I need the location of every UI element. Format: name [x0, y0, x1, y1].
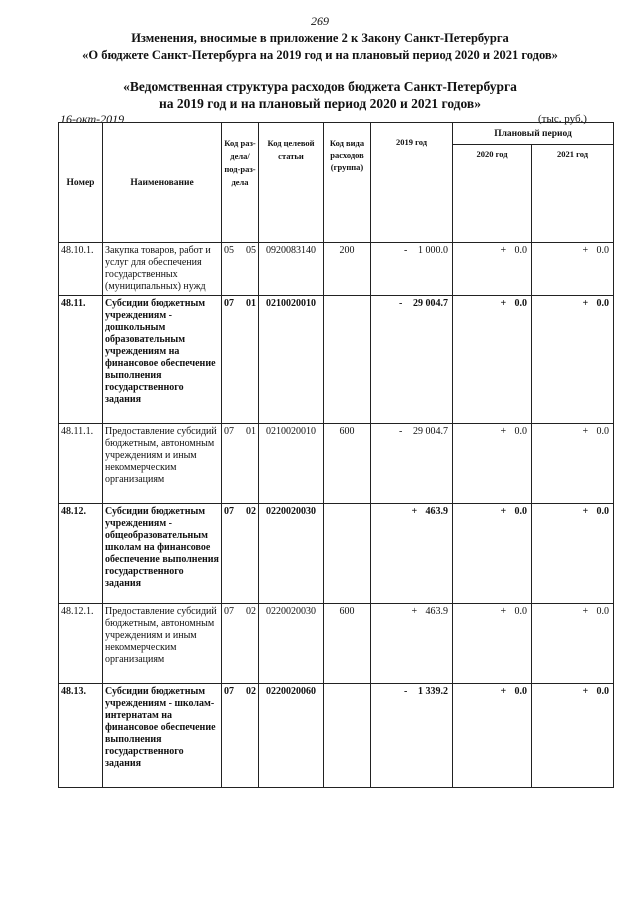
- amount-2021: 0.0: [596, 506, 609, 517]
- sign-2019: +: [411, 506, 418, 517]
- row-subsection: 05: [246, 245, 256, 256]
- document-title: [20, 30, 620, 64]
- sign-2019: -: [399, 426, 403, 437]
- amount-2021: 0.0: [596, 298, 609, 309]
- table-row: [59, 424, 614, 504]
- sign-2020: +: [500, 686, 507, 697]
- row-target-code: 0220020030: [259, 504, 324, 604]
- row-section: 07: [224, 298, 234, 309]
- table-row: [59, 243, 614, 296]
- amount-2020: 0.0: [514, 506, 527, 517]
- row-value-2021: [532, 604, 614, 684]
- row-number: 48.12.1.: [59, 604, 103, 684]
- row-section: 07: [224, 506, 234, 517]
- amount-2019: 463.9: [425, 606, 448, 617]
- amount-2020: 0.0: [514, 245, 527, 256]
- title-line-1: Изменения, вносимые в приложение 2 к Закону Санкт-Петербурга: [131, 31, 509, 45]
- units-label: (тыс. руб.): [538, 113, 587, 125]
- expenditure-table: [58, 122, 614, 788]
- row-value-2020: [453, 296, 532, 424]
- sign-2020: +: [500, 506, 507, 517]
- sign-2020: +: [500, 606, 507, 617]
- row-target-code: 0220020030: [259, 604, 324, 684]
- table-body: [59, 243, 614, 788]
- row-number: 48.11.1.: [59, 424, 103, 504]
- row-section: 07: [224, 426, 234, 437]
- row-kind-code: 600: [324, 604, 371, 684]
- sign-2021: +: [582, 606, 589, 617]
- sign-2019: -: [399, 298, 403, 309]
- sign-2021: +: [582, 426, 589, 437]
- header-kind: Код вида расходов (группа): [324, 123, 371, 243]
- sign-2019: -: [404, 245, 408, 256]
- sign-2021: +: [582, 245, 589, 256]
- amount-2019: 1 339.2: [418, 686, 448, 697]
- subtitle-line-2: на 2019 год и на плановый период 2020 и 2021 годов»: [159, 96, 481, 111]
- header-name: Наименование: [103, 123, 222, 243]
- amount-2021: 0.0: [596, 245, 609, 256]
- row-value-2019: [371, 424, 453, 504]
- header-2020: 2020 год: [453, 145, 532, 243]
- amount-2019: 1 000.0: [418, 245, 448, 256]
- row-number: 48.13.: [59, 684, 103, 788]
- subtitle-line-1: «Ведомственная структура расходов бюджета Санкт-Петербурга: [123, 79, 517, 94]
- row-section: 07: [224, 606, 234, 617]
- title-line-2: «О бюджете Санкт-Петербурга на 2019 год и на плановый период 2020 и 2021 годов»: [82, 48, 558, 62]
- row-value-2019: [371, 684, 453, 788]
- row-kind-code: [324, 684, 371, 788]
- row-section: 07: [224, 686, 234, 697]
- row-section: 05: [224, 245, 234, 256]
- row-kind-code: [324, 296, 371, 424]
- sign-2021: +: [582, 298, 589, 309]
- row-target-code: 0920083140: [259, 243, 324, 296]
- row-value-2020: [453, 243, 532, 296]
- row-kind-code: 200: [324, 243, 371, 296]
- row-kind-code: 600: [324, 424, 371, 504]
- row-section-code: [222, 684, 259, 788]
- sign-2020: +: [500, 245, 507, 256]
- sign-2021: +: [582, 506, 589, 517]
- row-name: Предоставление субсидий бюджетным, автономным учреждениям и иным некоммерческим организациям: [103, 424, 222, 504]
- row-value-2020: [453, 604, 532, 684]
- row-section-code: [222, 424, 259, 504]
- sign-2021: +: [582, 686, 589, 697]
- row-value-2021: [532, 684, 614, 788]
- row-section-code: [222, 604, 259, 684]
- row-value-2019: [371, 504, 453, 604]
- amount-2021: 0.0: [596, 686, 609, 697]
- header-section: Код раз-дела/ под-раз-дела: [222, 123, 259, 243]
- row-value-2020: [453, 504, 532, 604]
- sign-2020: +: [500, 426, 507, 437]
- row-number: 48.12.: [59, 504, 103, 604]
- row-value-2019: [371, 296, 453, 424]
- header-2021: 2021 год: [532, 145, 614, 243]
- row-section-code: [222, 504, 259, 604]
- table-row: [59, 504, 614, 604]
- amount-2020: 0.0: [514, 606, 527, 617]
- header-number: Номер: [59, 123, 103, 243]
- header-planned-period: Плановый период: [453, 123, 614, 145]
- sign-2019: +: [411, 606, 418, 617]
- row-value-2021: [532, 296, 614, 424]
- row-section-code: [222, 243, 259, 296]
- row-target-code: 0210020010: [259, 296, 324, 424]
- table-row: [59, 296, 614, 424]
- page-number: 269: [311, 14, 329, 28]
- row-name: Субсидии бюджетным учреждениям - школам-интернатам на финансовое обеспечение выполнения государственного задания: [103, 684, 222, 788]
- row-target-code: 0220020060: [259, 684, 324, 788]
- row-subsection: 01: [246, 426, 256, 437]
- row-section-code: [222, 296, 259, 424]
- table-row: [59, 604, 614, 684]
- row-value-2019: [371, 243, 453, 296]
- row-subsection: 02: [246, 506, 256, 517]
- table-header: [59, 123, 614, 243]
- amount-2019: 29 004.7: [413, 426, 448, 437]
- sign-2020: +: [500, 298, 507, 309]
- row-target-code: 0210020010: [259, 424, 324, 504]
- header-2019: 2019 год: [371, 123, 453, 243]
- header-target: Код целевой статьи: [259, 123, 324, 243]
- amount-2019: 463.9: [425, 506, 448, 517]
- row-name: Закупка товаров, работ и услуг для обеспечения государственных (муниципальных) нужд: [103, 243, 222, 296]
- row-value-2020: [453, 684, 532, 788]
- row-number: 48.10.1.: [59, 243, 103, 296]
- row-value-2020: [453, 424, 532, 504]
- amount-2020: 0.0: [514, 686, 527, 697]
- amount-2020: 0.0: [514, 298, 527, 309]
- row-kind-code: [324, 504, 371, 604]
- row-subsection: 02: [246, 686, 256, 697]
- row-value-2021: [532, 424, 614, 504]
- row-value-2019: [371, 604, 453, 684]
- table-row: [59, 684, 614, 788]
- amount-2019: 29 004.7: [413, 298, 448, 309]
- row-value-2021: [532, 504, 614, 604]
- amount-2021: 0.0: [596, 426, 609, 437]
- amount-2020: 0.0: [514, 426, 527, 437]
- row-value-2021: [532, 243, 614, 296]
- row-subsection: 02: [246, 606, 256, 617]
- row-name: Субсидии бюджетным учреждениям - общеобразовательным школам на финансовое обеспечение выполнения государственного задания: [103, 504, 222, 604]
- amount-2021: 0.0: [596, 606, 609, 617]
- row-subsection: 01: [246, 298, 256, 309]
- sign-2019: -: [404, 686, 408, 697]
- row-name: Предоставление субсидий бюджетным, автономным учреждениям и иным некоммерческим организациям: [103, 604, 222, 684]
- document-date: 16-окт-2019: [60, 112, 125, 126]
- row-number: 48.11.: [59, 296, 103, 424]
- document-subtitle: [20, 78, 620, 112]
- row-name: Субсидии бюджетным учреждениям - дошкольным образовательным учреждениям на финансовое обеспечение выполнения государственного задания: [103, 296, 222, 424]
